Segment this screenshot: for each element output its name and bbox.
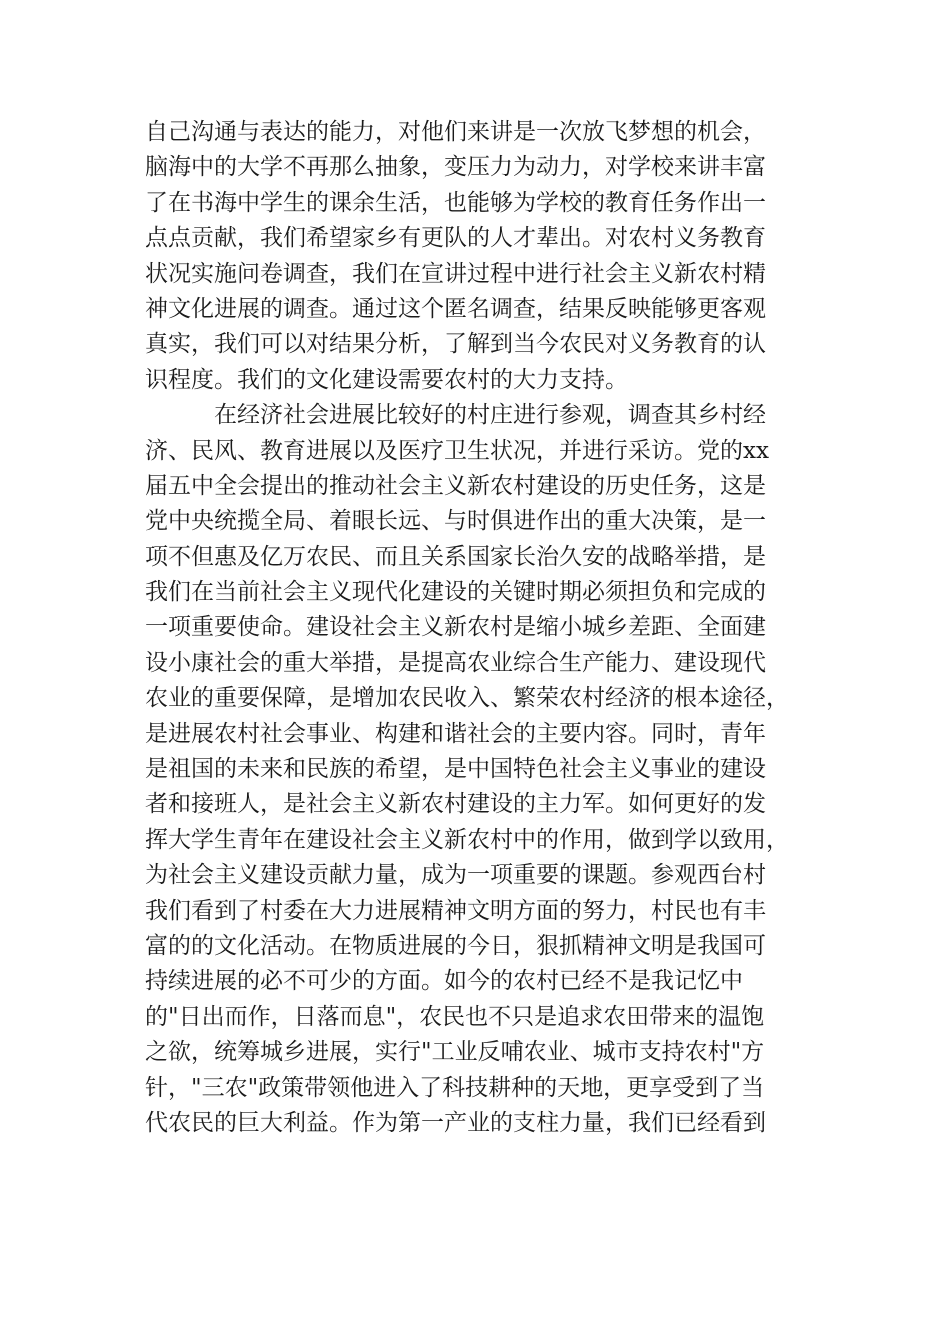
paragraph-line: 项不但惠及亿万农民、而且关系国家长治久安的战略举措，是 xyxy=(145,543,766,570)
paragraph-line: 者和接班人，是社会主义新农村建设的主力军。如何更好的发 xyxy=(145,791,766,818)
paragraph-line: 党中央统揽全局、着眼长远、与时俱进作出的重大决策，是一 xyxy=(145,508,766,535)
paragraph-line: 为社会主义建设贡献力量，成为一项重要的课题。参观西台村 xyxy=(145,862,766,889)
paragraph-line: 届五中全会提出的推动社会主义新农村建设的历史任务，这是 xyxy=(145,472,766,499)
paragraph-line: 脑海中的大学不再那么抽象，变压力为动力，对学校来讲丰富 xyxy=(145,154,766,181)
paragraph-line: 挥大学生青年在建设社会主义新农村中的作用，做到学以致用， xyxy=(145,826,789,853)
paragraph-line: 识程度。我们的文化建设需要农村的大力支持。 xyxy=(145,366,628,393)
paragraph-line: 自己沟通与表达的能力，对他们来讲是一次放飞梦想的机会， xyxy=(145,119,766,145)
paragraph-line: 真实，我们可以对结果分析，了解到当今农民对义务教育的认 xyxy=(145,331,766,358)
paragraph-line: 农业的重要保障，是增加农民收入、繁荣农村经济的根本途径， xyxy=(145,685,789,712)
paragraph-line: 设小康社会的重大举措，是提高农业综合生产能力、建设现代 xyxy=(145,649,766,676)
paragraph-line: 我们看到了村委在大力进展精神文明方面的努力，村民也有丰 xyxy=(145,897,766,924)
paragraph-line: 我们在当前社会主义现代化建设的关键时期必须担负和完成的 xyxy=(145,579,766,606)
paragraph-line: 富的的文化活动。在物质进展的今日，狠抓精神文明是我国可 xyxy=(145,932,766,959)
paragraph-line: 点点贡献，我们希望家乡有更队的人才辈出。对农村义务教育 xyxy=(145,225,766,252)
paragraph-line: 是祖国的未来和民族的希望，是中国特色社会主义事业的建设 xyxy=(145,756,766,783)
paragraph-line: 针，"三农"政策带领他进入了科技耕种的天地，更享受到了当 xyxy=(145,1074,765,1101)
paragraph-line: 在经济社会进展比较好的村庄进行参观，调查其乡村经 xyxy=(214,402,766,429)
paragraph-line: 是进展农村社会事业、构建和谐社会的主要内容。同时，青年 xyxy=(145,720,766,747)
paragraph-line: 济、民风、教育进展以及医疗卫生状况，并进行采访。党的xx xyxy=(145,437,769,464)
paragraph-line: 持续进展的必不可少的方面。如今的农村已经不是我记忆中 xyxy=(145,968,743,995)
paragraph-line: 的"日出而作，日落而息"，农民也不只是追求农田带来的温饱 xyxy=(145,1003,765,1030)
paragraph-line: 一项重要使命。建设社会主义新农村是缩小城乡差距、全面建 xyxy=(145,614,766,641)
paragraph-2 xyxy=(145,398,805,1141)
paragraph-line: 了在书海中学生的课余生活，也能够为学校的教育任务作出一 xyxy=(145,189,766,216)
paragraph-line: 神文化进展的调查。通过这个匿名调查，结果反映能够更客观 xyxy=(145,295,766,322)
body-text xyxy=(145,115,805,1141)
paragraph-1 xyxy=(145,115,805,398)
paragraph-line: 之欲，统筹城乡进展，实行"工业反哺农业、城市支持农村"方 xyxy=(145,1039,765,1066)
paragraph-line: 状况实施问卷调查，我们在宣讲过程中进行社会主义新农村精 xyxy=(145,260,766,287)
paragraph-line: 代农民的巨大利益。作为第一产业的支柱力量，我们已经看到 xyxy=(145,1109,766,1136)
